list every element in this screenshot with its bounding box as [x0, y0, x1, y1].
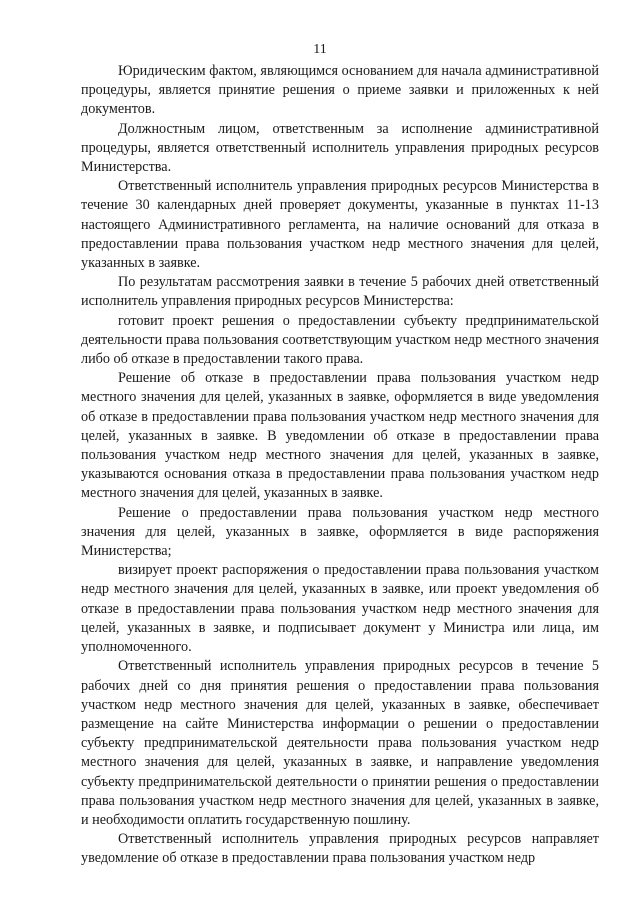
paragraph: Решение о предоставлении права пользования участком недр местного значения для целей, указанных в заявке, оформляется в виде распоряжения Министерства;	[81, 504, 599, 560]
paragraph: готовит проект решения о предоставлении субъекту предпринимательской деятельности права пользования соответствующим участком недр местного значения либо об отказе в предоставлении такого права.	[81, 312, 599, 368]
paragraph: визирует проект распоряжения о предоставлении права пользования участком недр местного значения для целей, указанных в заявке, или проект уведомления об отказе в предоставлении права пользования участком недр местного значения для целей, указанных в заявке, и подписывает документ у Министра или лица, им уполномоченного.	[81, 562, 599, 656]
page-number: 11	[313, 42, 327, 57]
paragraph: Юридическим фактом, являющимся основанием для начала административной процедуры, является принятие решения о приеме заявки и приложенных к ней документов.	[81, 63, 599, 118]
paragraph: Должностным лицом, ответственным за исполнение административной процедуры, является ответственный исполнитель управления природных ресурсов Министерства.	[81, 120, 599, 176]
paragraph: Ответственный исполнитель управления природных ресурсов направляет уведомление об отказе в предоставлении права пользования участком недр	[81, 831, 599, 867]
document-body	[81, 62, 599, 869]
paragraph: Решение об отказе в предоставлении права пользования участком недр местного значения для целей, указанных в заявке, оформляется в виде уведомления об отказе в предоставлении права пользования участком недр местного значения для целей, указанных в заявке. В уведомлении об отказе в предоставлении права пользования участком недр местного значения для целей, указанных в заявке, указываются основания отказа в предоставлении права пользования участком недр местного значения для целей, указанных в заявке.	[81, 370, 599, 502]
paragraph: По результатам рассмотрения заявки в течение 5 рабочих дней ответственный исполнитель управления природных ресурсов Министерства:	[81, 274, 599, 310]
paragraph: Ответственный исполнитель управления природных ресурсов в течение 5 рабочих дней со дня принятия решения о предоставлении права пользования участком недр местного значения для целей, указанных в заявке, обеспечивает размещение на сайте Министерства информации о решении о предоставлении субъекту предпринимательской деятельности права пользования участком недр местного значения для целей, указанных в заявке, и направление уведомления субъекту предпринимательской деятельности о принятии решения о предоставлении права пользования участком недр местного значения для целей, указанных в заявке, и необходимости оплатить государственную пошлину.	[81, 658, 599, 828]
paragraph: Ответственный исполнитель управления природных ресурсов Министерства в течение 30 календарных дней проверяет документы, указанные в пунктах 11-13 настоящего Административного регламента, на наличие оснований для отказа в предоставлении права пользования участком недр местного значения для целей, указанных в заявке.	[81, 178, 599, 272]
